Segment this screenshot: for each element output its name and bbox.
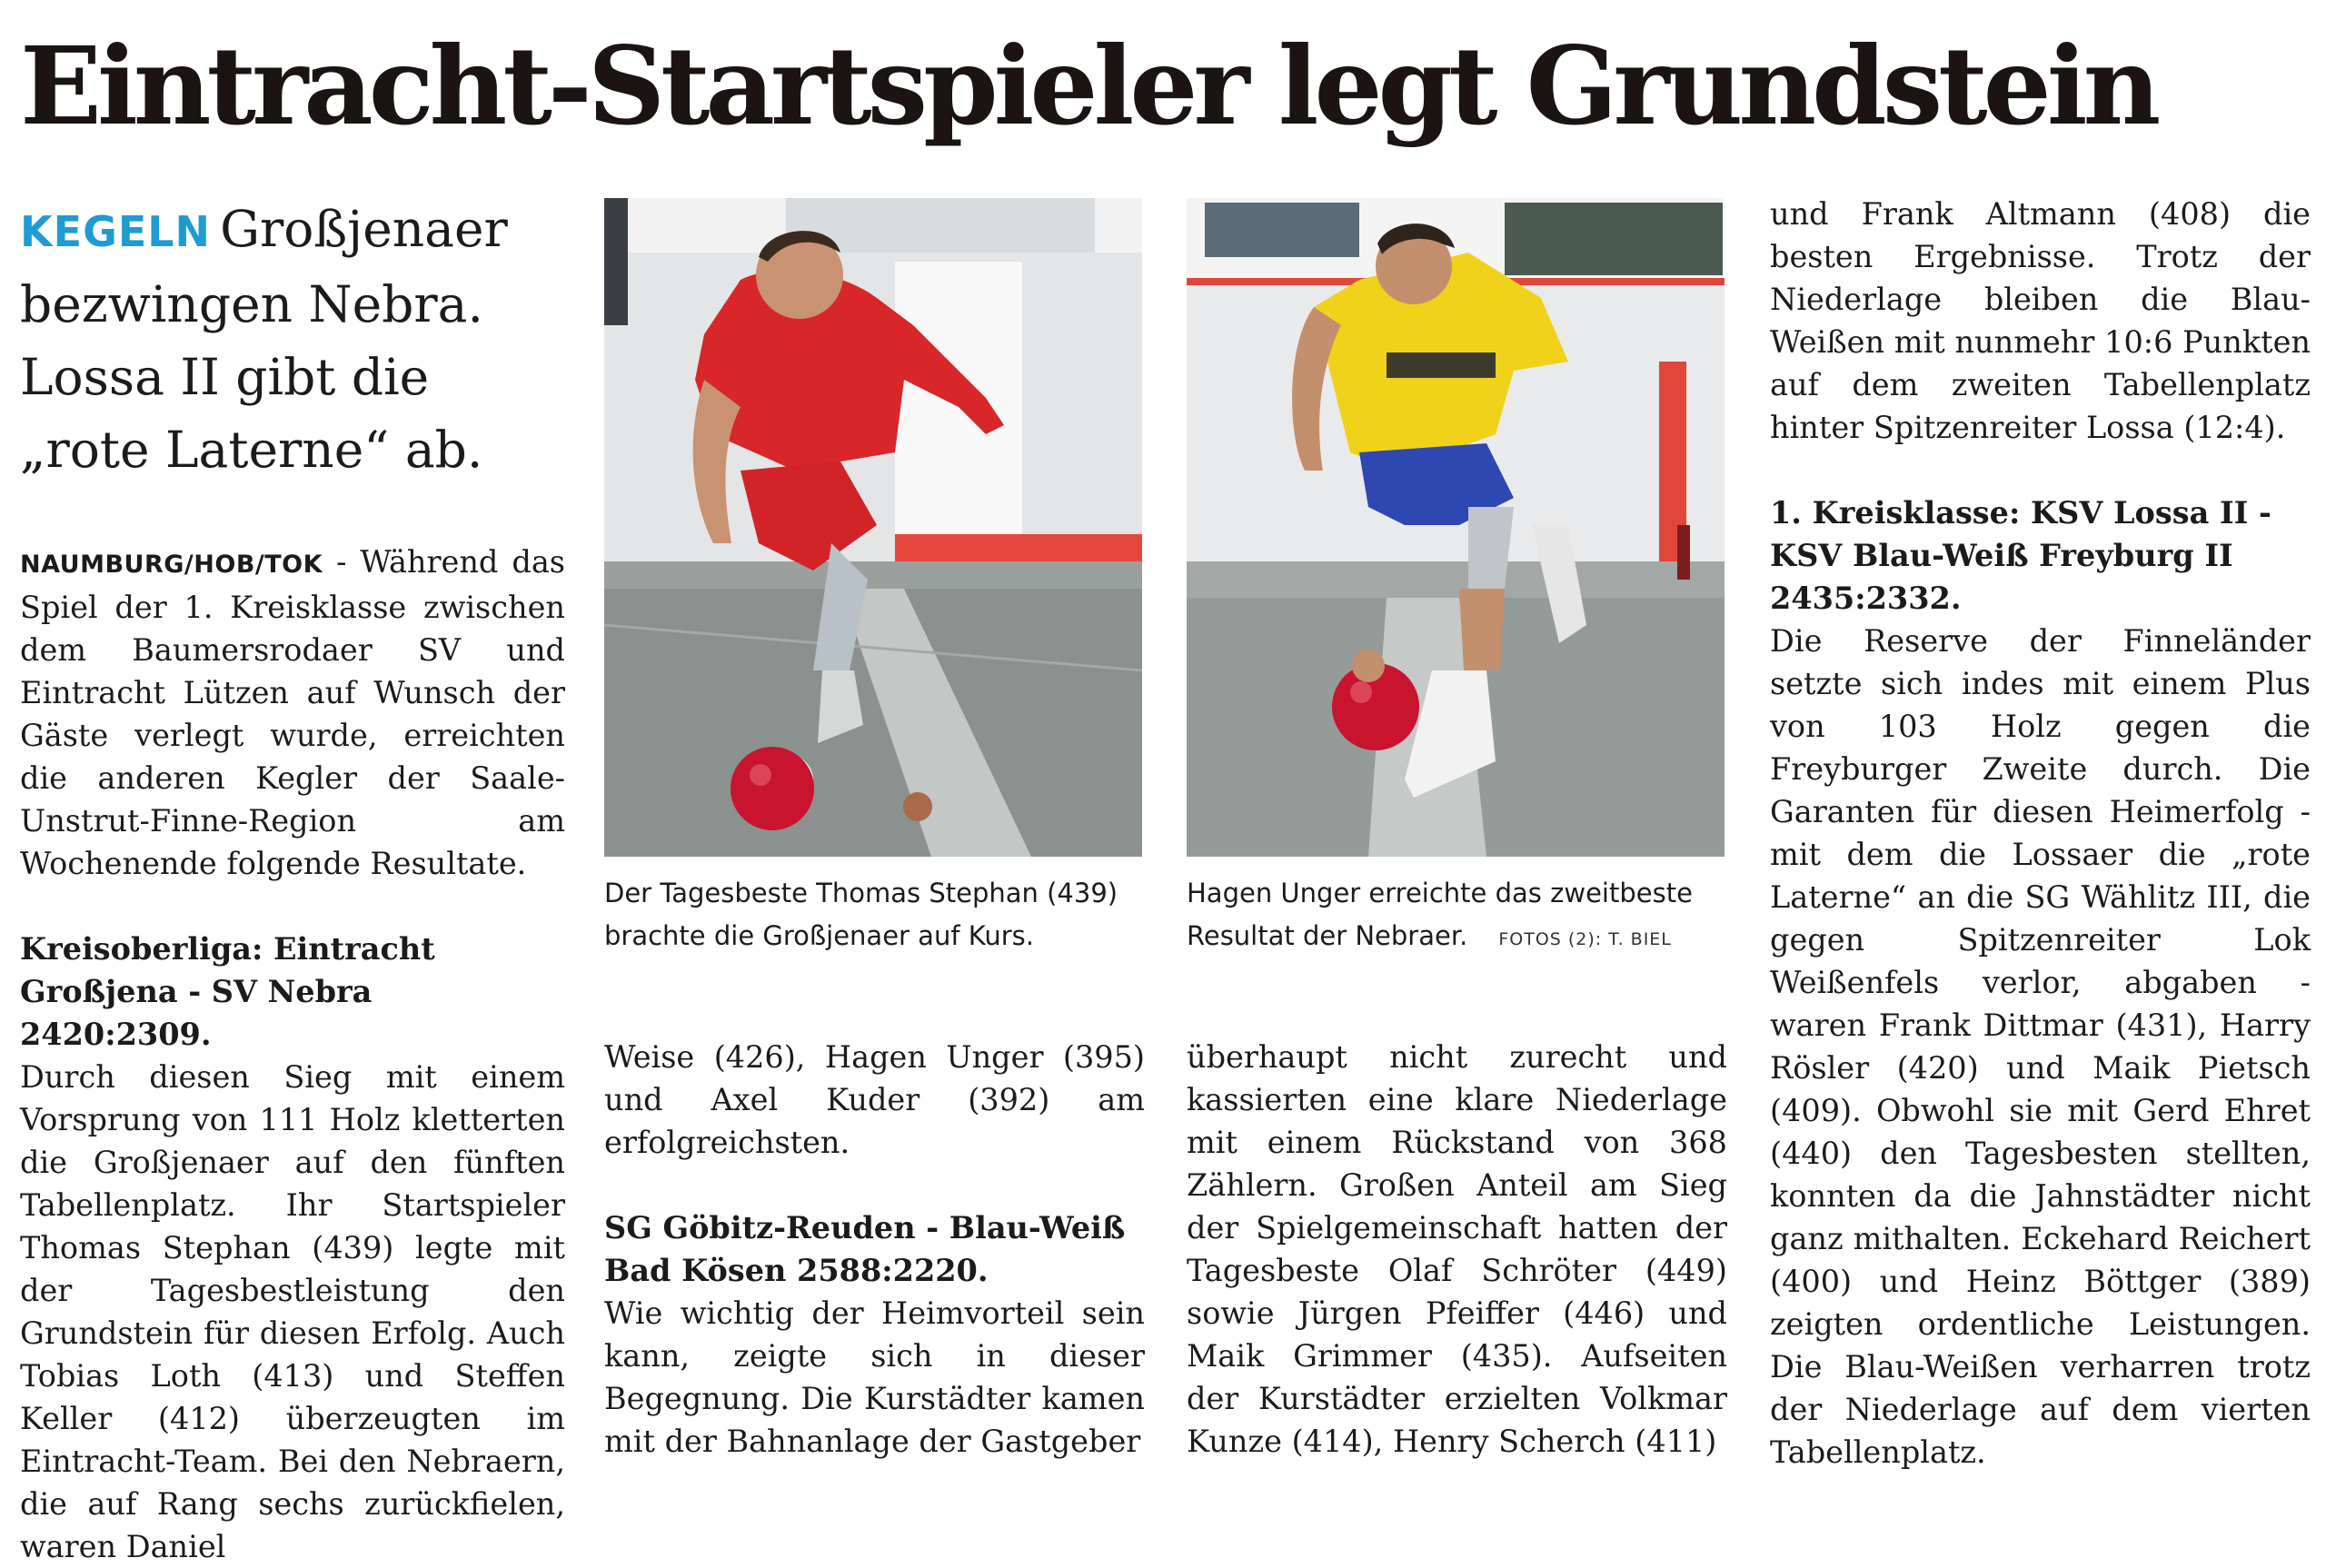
- bowler-red-jersey-photo: [604, 198, 1142, 857]
- kicker: [20, 193, 565, 486]
- photo-2-caption: [1187, 872, 1732, 961]
- photo-credit: FOTOS (2): T. BIEL: [1498, 929, 1672, 949]
- dateline: NAUMBURG/HOB/TOK: [20, 551, 323, 579]
- rubric: KEGELN: [20, 207, 212, 256]
- section-1-text-b: Weise (426), Hagen Unger (395) und Axel Kuder (392) am erfolgreichsten.: [604, 1039, 1145, 1160]
- column-2: [604, 1036, 1145, 1463]
- column-1: [20, 193, 565, 1568]
- subline: Großjenaer bezwingen Nebra. Lossa II gibt die „rote Laterne“ ab.: [20, 200, 508, 479]
- lead-paragraph: [20, 541, 565, 885]
- section-3-text: Die Reserve der Finneländer setzte sich indes mit einem Plus von 103 Holz gegen die Freyburger Zweite durch. Die Garanten für diesen Heimerfolg - mit dem die Lossaer die „rote Laterne“ an die SG Wählitz III, die gegen Spitzenreiter Lok Weißenfels verlor, abgaben - waren Frank Dittmar (431), Harry Rösler (420) und Maik Pietsch (409). Obwohl sie mit Gerd Ehret (440) den Tagesbesten stellten, konnten da die Jahnstädter nicht ganz mithalten. Eckehard Reichert (400) und Heinz Böttger (389) zeigten ordentliche Leistungen. Die Blau-Weißen verharren trotz der Niederlage auf dem vierten Tabellenplatz.: [1770, 623, 2311, 1470]
- section-1-text-a: Durch diesen Sieg mit einem Vorsprung von 111 Holz kletterten die Großjenaer auf den fünften Tabellenplatz. Ihr Startspieler Thomas Stephan (439) legte mit der Tagesbestleistung den Grundstein für diesen Erfolg. Auch Tobias Loth (413) und Steffen Keller (412) überzeugten im Eintracht-Team. Bei den Nebraern, die auf Rang sechs zurückfielen, waren Daniel: [20, 1059, 565, 1564]
- section-1-heading: Kreisoberliga: Eintracht Großjena - SV Nebra 2420:2309.: [20, 931, 435, 1052]
- photo-1-caption: Der Tagesbeste Thomas Stephan (439) brachte die Großjenaer auf Kurs.: [604, 878, 1118, 951]
- photo-2-caption-text: Hagen Unger erreichte das zweitbeste Resultat der Nebraer.: [1187, 878, 1693, 951]
- section-3-heading: 1. Kreisklasse: KSV Lossa II - KSV Blau-Weiß Freyburg II 2435:2332.: [1770, 495, 2271, 616]
- column-4: [1770, 193, 2311, 1474]
- headline: Eintracht-Startspieler legt Grundstein: [20, 23, 2157, 149]
- section-2-text-b: überhaupt nicht zurecht und kassierten eine klare Niederlage mit einem Rückstand von 368 Zählern. Großen Anteil am Sieg der Spielgemeinschaft hatten der Tagesbeste Olaf Schröter (449) sowie Jürgen Pfeiffer (446) und Maik Grimmer (435). Aufseiten der Kurstädter erzielten Volkmar Kunze (414), Henry Scherch (411): [1187, 1039, 1727, 1459]
- photo-bowler-yellow: [1187, 198, 1725, 857]
- column-3: [1187, 1036, 1727, 1463]
- section-2-text-a: Wie wichtig der Heimvorteil sein kann, zeigte sich in dieser Begegnung. Die Kurstädter kamen mit der Bahnanlage der Gastgeber: [604, 1295, 1145, 1459]
- section-2-heading: SG Göbitz-Reuden - Blau-Weiß Bad Kösen 2588:2220.: [604, 1210, 1126, 1288]
- section-2-text-c: und Frank Altmann (408) die besten Ergebnisse. Trotz der Niederlage bleiben die Blau-Weißen mit nunmehr 10:6 Punkten auf dem zweiten Tabellenplatz hinter Spitzenreiter Lossa (12:4).: [1770, 196, 2311, 445]
- bowler-yellow-jersey-photo: [1187, 198, 1725, 857]
- photo-bowler-red: [604, 198, 1142, 857]
- lead-text: - Während das Spiel der 1. Kreisklasse zwischen dem Baumersrodaer SV und Eintracht Lützen auf Wunsch der Gäste verlegt wurde, erreichten die anderen Kegler der Saale-Unstrut-Finne-Region am Wochenende folgende Resultate.: [20, 544, 565, 881]
